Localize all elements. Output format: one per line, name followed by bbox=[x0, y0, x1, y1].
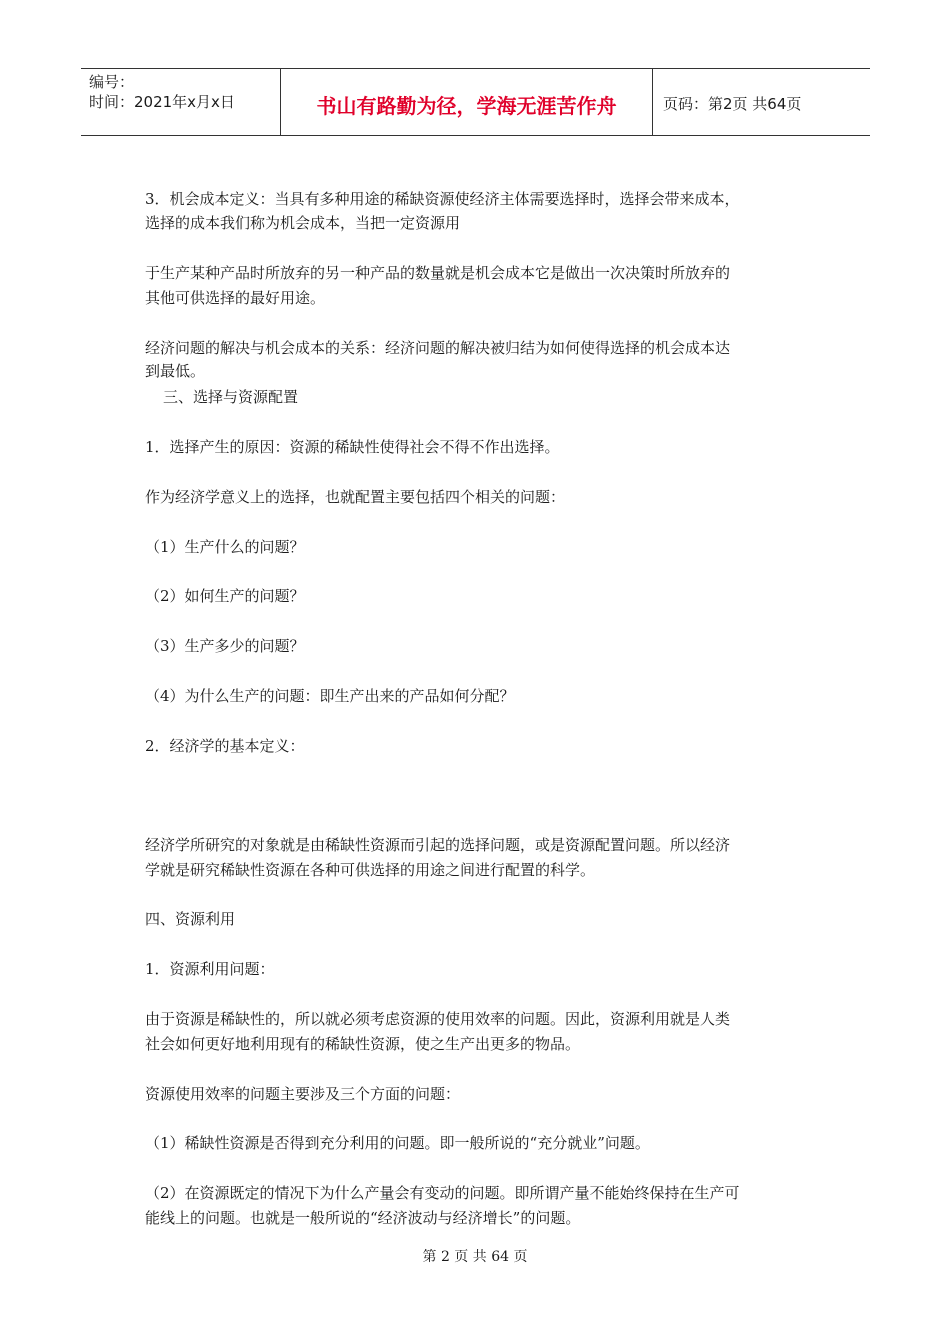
list-item: （2）如何生产的问题？ bbox=[145, 587, 305, 605]
paragraph-line: 1．资源利用问题： bbox=[145, 960, 275, 978]
paragraph-line: 学就是研究稀缺性资源在各种可供选择的用途之间进行配置的科学。 bbox=[145, 861, 596, 879]
header-page-info: 页码：第2页 共64页 bbox=[663, 94, 802, 113]
page-footer: 第 2 页 共 64 页 bbox=[422, 1249, 528, 1265]
paragraph-line: 1．选择产生的原因：资源的稀缺性使得社会不得不作出选择。 bbox=[145, 438, 560, 456]
page-header bbox=[81, 68, 870, 136]
paragraph-line: 选择的成本我们称为机会成本，当把一定资源用 bbox=[145, 214, 461, 232]
paragraph-line: 由于资源是稀缺性的，所以就必须考虑资源的使用效率的问题。因此，资源利用就是人类 bbox=[145, 1010, 731, 1028]
paragraph-line: 于生产某种产品时所放弃的另一种产品的数量就是机会成本它是做出一次决策时所放弃的 bbox=[145, 264, 731, 282]
header-meta bbox=[81, 69, 281, 135]
list-item: （4）为什么生产的问题：即生产出来的产品如何分配？ bbox=[145, 687, 515, 705]
paragraph-line: 到最低。 bbox=[145, 362, 206, 380]
paragraph-line: 2．经济学的基本定义： bbox=[145, 737, 305, 755]
paragraph-line: 社会如何更好地利用现有的稀缺性资源，使之生产出更多的物品。 bbox=[145, 1035, 581, 1053]
section-heading: 四、资源利用 bbox=[145, 910, 236, 928]
header-motto: 书山有路勤为径，学海无涯苦作舟 bbox=[281, 69, 653, 135]
list-item: （1）生产什么的问题？ bbox=[145, 538, 305, 556]
paragraph-line: 3．机会成本定义：当具有多种用途的稀缺资源使经济主体需要选择时，选择会带来成本， bbox=[145, 190, 740, 208]
section-heading: 三、选择与资源配置 bbox=[163, 388, 299, 406]
list-item: 能线上的问题。也就是一般所说的“经济波动与经济增长”的问题。 bbox=[145, 1209, 581, 1227]
list-item: （2）在资源既定的情况下为什么产量会有变动的问题。即所谓产量不能始终保持在生产可 bbox=[145, 1184, 740, 1202]
list-item: （3）生产多少的问题？ bbox=[145, 637, 305, 655]
paragraph-line: 经济学所研究的对象就是由稀缺性资源而引起的选择问题，或是资源配置问题。所以经济 bbox=[145, 836, 731, 854]
paragraph-line: 作为经济学意义上的选择，也就配置主要包括四个相关的问题： bbox=[145, 488, 566, 506]
header-date: 时间：2021年x月x日 bbox=[89, 93, 235, 111]
header-number: 编号： bbox=[89, 73, 135, 91]
list-item: （1）稀缺性资源是否得到充分利用的问题。即一般所说的“充分就业”问题。 bbox=[145, 1134, 650, 1152]
paragraph-line: 资源使用效率的问题主要涉及三个方面的问题： bbox=[145, 1085, 461, 1103]
paragraph-line: 其他可供选择的最好用途。 bbox=[145, 289, 326, 307]
paragraph-line: 经济问题的解决与机会成本的关系：经济问题的解决被归结为如何使得选择的机会成本达 bbox=[145, 339, 731, 357]
